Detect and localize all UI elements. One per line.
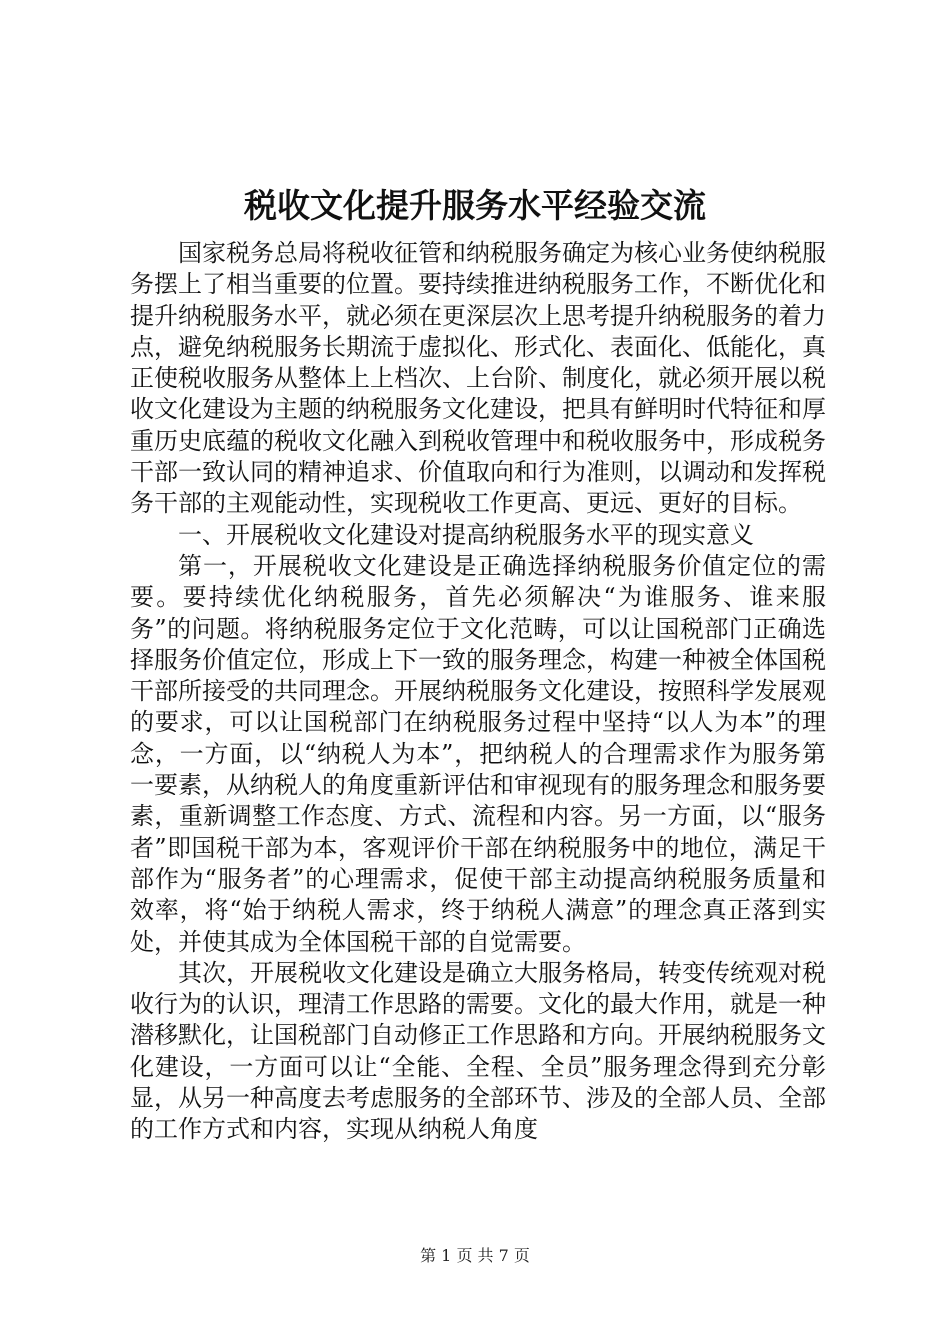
page-number-footer: 第 1 页 共 7 页: [420, 1246, 530, 1265]
document-title: 税收文化提升服务水平经验交流: [244, 186, 706, 225]
paragraph-first-point: 第一，开展税收文化建设是正确选择纳税服务价值定位的需要。要持续优化纳税服务，首先必须解决“为谁服务、谁来服务”的问题。将纳税服务定位于文化范畴，可以让国税部门正确选择服务价值定位，形成上下一致的服务理念，构建一种被全体国税干部所接受的共同理念。开展纳税服务文化建设，按照科学发展观的要求，可以让国税部门在纳税服务过程中坚持“以人为本”的理念，一方面，以“纳税人为本”，把纳税人的合理需求作为服务第一要素，从纳税人的角度重新评估和审视现有的服务理念和服务要素，重新调整工作态度、方式、流程和内容。另一方面，以“服务者”即国税干部为本，客观评价干部在纳税服务中的地位，满足干部作为“服务者”的心理需求，促使干部主动提高纳税服务质量和效率，将“始于纳税人需求，终于纳税人满意”的理念真正落到实处，并使其成为全体国税干部的自觉需要。: [130, 551, 826, 956]
paragraph-intro: 国家税务总局将税收征管和纳税服务确定为核心业务使纳税服务摆上了相当重要的位置。要持续推进纳税服务工作，不断优化和提升纳税服务水平，就必须在更深层次上思考提升纳税服务的着力点，避免纳税服务长期流于虚拟化、形式化、表面化、低能化，真正使税收服务从整体上上档次、上台阶、制度化，就必须开展以税收文化建设为主题的纳税服务文化建设，把具有鲜明时代特征和厚重历史底蕴的税收文化融入到税收管理中和税收服务中，形成税务干部一致认同的精神追求、价值取向和行为准则，以调动和发挥税务干部的主观能动性，实现税收工作更高、更远、更好的目标。: [130, 239, 826, 518]
section-heading: 一、开展税收文化建设对提高纳税服务水平的现实意义: [178, 520, 754, 549]
document-body: [130, 238, 826, 1146]
paragraph-second-point: 其次，开展税收文化建设是确立大服务格局，转变传统观对税收行为的认识，理清工作思路的需要。文化的最大作用，就是一种潜移默化，让国税部门自动修正工作思路和方向。开展纳税服务文化建设，一方面可以让“全能、全程、全员”服务理念得到充分彰显，从另一种高度去考虑服务的全部环节、涉及的全部人员、全部的工作方式和内容，实现从纳税人角度: [130, 958, 826, 1144]
